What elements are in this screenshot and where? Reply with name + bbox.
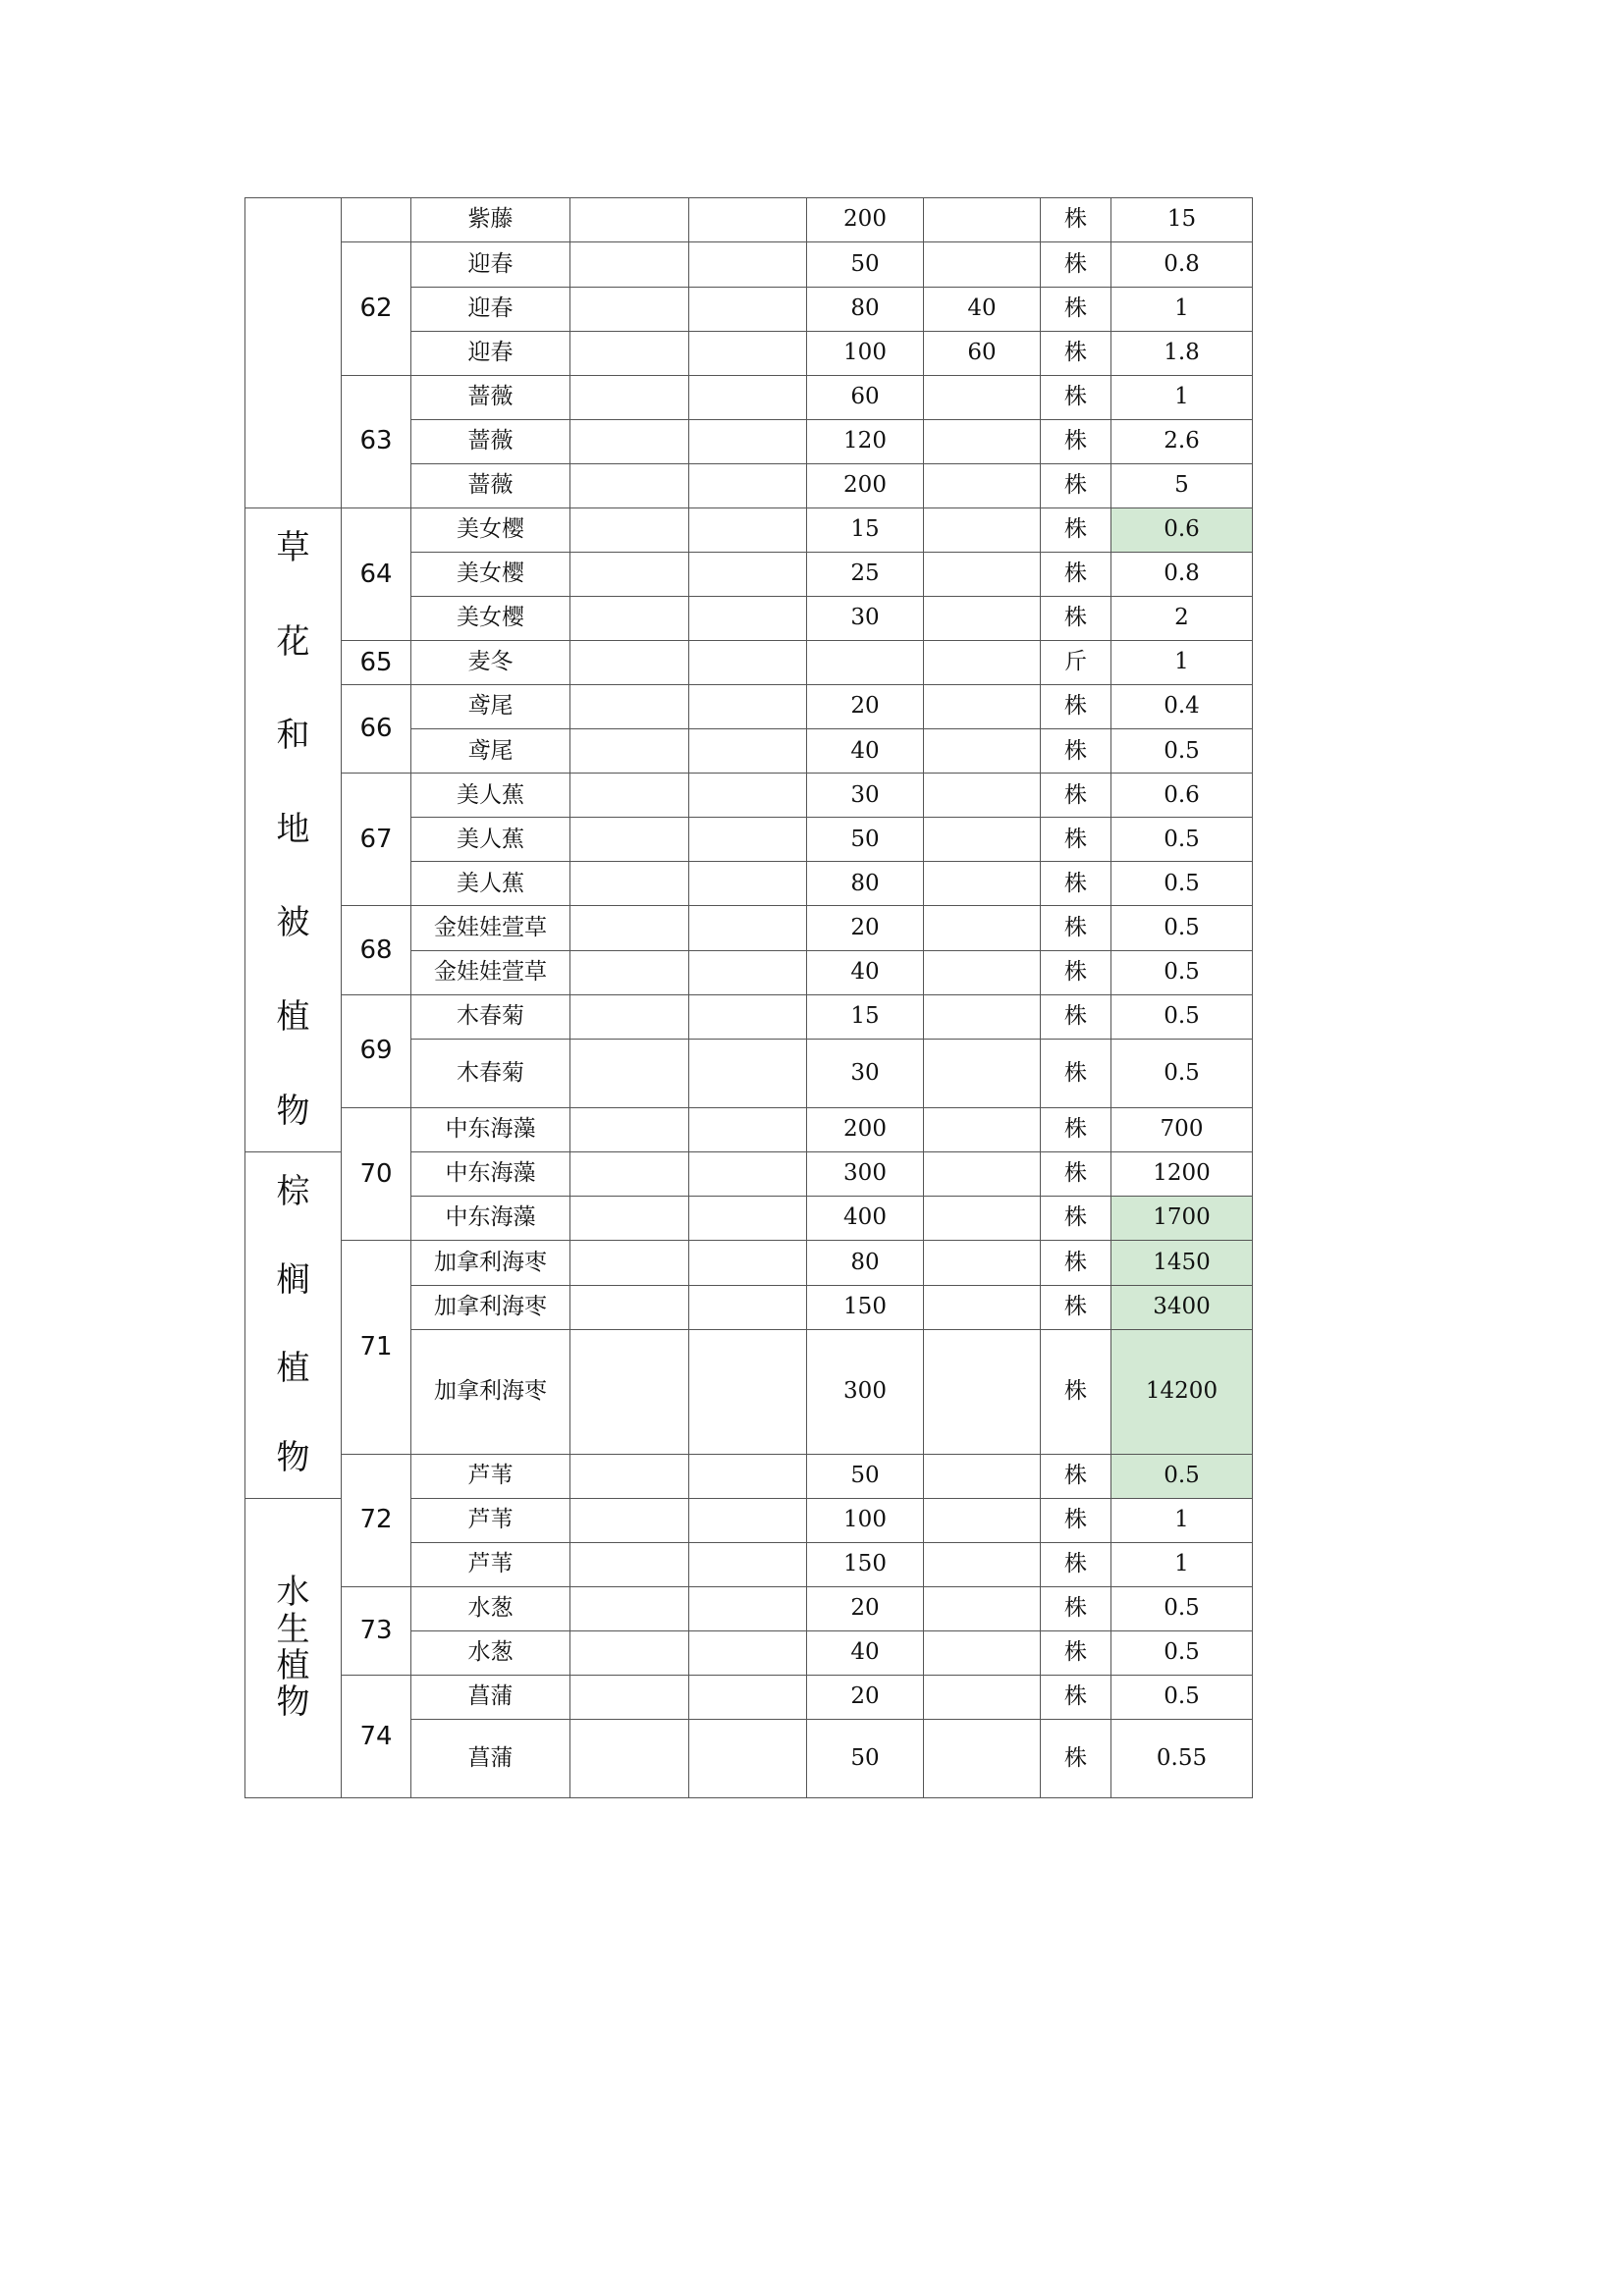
spec-cell [689, 818, 807, 862]
category-cell [245, 508, 342, 1152]
price-cell: 0.8 [1111, 242, 1253, 288]
category-label [245, 198, 341, 507]
price-cell: 0.5 [1111, 729, 1253, 774]
item-number-cell: 62 [342, 242, 411, 376]
plant-name-cell: 菖蒲 [411, 1720, 570, 1798]
unit-cell: 株 [1041, 242, 1111, 288]
spec-cell [924, 1676, 1041, 1720]
spec-cell [570, 1587, 689, 1631]
unit-cell: 株 [1041, 774, 1111, 818]
category-char: 草 [276, 528, 310, 567]
price-cell: 1450 [1111, 1241, 1253, 1286]
price-cell: 2.6 [1111, 420, 1253, 464]
spec-cell [689, 994, 807, 1039]
spec-cell: 400 [807, 1197, 924, 1241]
spec-cell: 15 [807, 994, 924, 1039]
price-cell: 3400 [1111, 1285, 1253, 1329]
spec-cell [570, 1152, 689, 1197]
plant-name-cell: 美女樱 [411, 553, 570, 597]
price-cell: 1 [1111, 375, 1253, 420]
plant-name-cell: 芦苇 [411, 1454, 570, 1499]
table-row [245, 994, 1253, 1039]
spec-cell [570, 818, 689, 862]
unit-cell: 株 [1041, 818, 1111, 862]
item-number-cell: 71 [342, 1241, 411, 1455]
plant-name-cell: 美女樱 [411, 508, 570, 553]
spec-cell: 120 [807, 420, 924, 464]
spec-cell [570, 553, 689, 597]
item-number-cell: 67 [342, 774, 411, 906]
spec-cell [570, 685, 689, 729]
category-char: 地 [276, 809, 310, 849]
spec-cell [689, 774, 807, 818]
category-char: 生 [276, 1609, 310, 1649]
spec-cell [689, 729, 807, 774]
unit-cell: 株 [1041, 1720, 1111, 1798]
spec-cell [570, 1197, 689, 1241]
spec-cell: 200 [807, 198, 924, 242]
plant-name-cell: 蔷薇 [411, 420, 570, 464]
spec-cell [924, 1499, 1041, 1543]
price-cell: 700 [1111, 1107, 1253, 1151]
plant-name-cell: 迎春 [411, 242, 570, 288]
spec-cell [689, 1631, 807, 1676]
spec-cell [570, 729, 689, 774]
spec-cell: 200 [807, 1107, 924, 1151]
spec-cell [570, 906, 689, 950]
unit-cell: 株 [1041, 553, 1111, 597]
unit-cell: 斤 [1041, 641, 1111, 685]
spec-cell [924, 553, 1041, 597]
spec-cell [570, 287, 689, 331]
spec-cell [570, 641, 689, 685]
spec-cell [924, 862, 1041, 906]
table-row [245, 1676, 1253, 1720]
item-number-cell: 73 [342, 1587, 411, 1676]
item-number-cell: 69 [342, 994, 411, 1107]
plant-name-cell: 水葱 [411, 1631, 570, 1676]
spec-cell [570, 1107, 689, 1151]
unit-cell: 株 [1041, 1676, 1111, 1720]
unit-cell: 株 [1041, 597, 1111, 641]
spec-cell: 15 [807, 508, 924, 553]
plant-name-cell: 美女樱 [411, 597, 570, 641]
price-cell: 0.4 [1111, 685, 1253, 729]
price-cell: 1 [1111, 287, 1253, 331]
unit-cell: 株 [1041, 1197, 1111, 1241]
unit-cell: 株 [1041, 729, 1111, 774]
spec-cell [689, 1720, 807, 1798]
spec-cell: 80 [807, 287, 924, 331]
price-cell: 0.6 [1111, 774, 1253, 818]
spec-cell: 40 [924, 287, 1041, 331]
price-cell: 5 [1111, 464, 1253, 508]
category-char: 和 [276, 716, 310, 756]
spec-cell [689, 242, 807, 288]
category-cell [245, 1152, 342, 1499]
spec-cell [924, 1241, 1041, 1286]
spec-cell [689, 685, 807, 729]
price-cell: 0.6 [1111, 508, 1253, 553]
spec-cell [689, 553, 807, 597]
spec-cell [689, 420, 807, 464]
spec-cell [924, 1543, 1041, 1587]
spec-cell: 60 [807, 375, 924, 420]
price-cell: 1 [1111, 1499, 1253, 1543]
spec-cell: 60 [924, 331, 1041, 375]
price-cell: 0.5 [1111, 906, 1253, 950]
category-char: 被 [276, 903, 310, 943]
table-row [245, 242, 1253, 288]
spec-cell [924, 818, 1041, 862]
spec-cell [570, 1285, 689, 1329]
plant-name-cell: 美人蕉 [411, 774, 570, 818]
spec-cell: 20 [807, 906, 924, 950]
spec-cell [570, 597, 689, 641]
spec-cell [570, 508, 689, 553]
spec-cell [924, 1454, 1041, 1499]
unit-cell: 株 [1041, 464, 1111, 508]
unit-cell: 株 [1041, 1454, 1111, 1499]
spec-cell [924, 198, 1041, 242]
category-label [245, 508, 341, 1151]
unit-cell: 株 [1041, 1152, 1111, 1197]
plant-name-cell: 水葱 [411, 1587, 570, 1631]
spec-cell [570, 1631, 689, 1676]
spec-cell: 150 [807, 1543, 924, 1587]
price-cell: 0.55 [1111, 1720, 1253, 1798]
spec-cell [570, 420, 689, 464]
unit-cell: 株 [1041, 1107, 1111, 1151]
spec-cell [570, 1329, 689, 1454]
spec-cell [807, 641, 924, 685]
spec-cell [570, 1241, 689, 1286]
spec-cell [689, 508, 807, 553]
spec-cell [689, 331, 807, 375]
item-number-cell: 74 [342, 1676, 411, 1798]
spec-cell: 100 [807, 1499, 924, 1543]
spec-cell: 30 [807, 1039, 924, 1107]
spec-cell [689, 641, 807, 685]
category-label [245, 1152, 341, 1498]
spec-cell [689, 1197, 807, 1241]
spec-cell [689, 1587, 807, 1631]
spec-cell [689, 1152, 807, 1197]
category-char: 花 [276, 621, 310, 662]
category-char: 物 [276, 1091, 310, 1131]
spec-cell: 40 [807, 950, 924, 994]
price-cell: 0.5 [1111, 862, 1253, 906]
spec-cell: 20 [807, 1587, 924, 1631]
item-number-cell: 64 [342, 508, 411, 641]
item-number-cell: 72 [342, 1454, 411, 1587]
category-cell [245, 1499, 342, 1798]
spec-cell [924, 1631, 1041, 1676]
plant-name-cell: 芦苇 [411, 1499, 570, 1543]
spec-cell [689, 1329, 807, 1454]
spec-cell: 50 [807, 1720, 924, 1798]
price-cell: 0.5 [1111, 1631, 1253, 1676]
price-cell: 0.8 [1111, 553, 1253, 597]
price-cell: 0.5 [1111, 1676, 1253, 1720]
spec-cell [689, 464, 807, 508]
spec-cell [570, 464, 689, 508]
spec-cell [570, 1543, 689, 1587]
spec-cell [924, 375, 1041, 420]
price-cell: 1 [1111, 1543, 1253, 1587]
spec-cell [570, 950, 689, 994]
plant-name-cell: 芦苇 [411, 1543, 570, 1587]
unit-cell: 株 [1041, 1329, 1111, 1454]
price-cell: 0.5 [1111, 1039, 1253, 1107]
table-row [245, 906, 1253, 950]
item-number-cell: 70 [342, 1107, 411, 1240]
spec-cell [924, 1285, 1041, 1329]
plant-name-cell: 加拿利海枣 [411, 1329, 570, 1454]
table-body [245, 198, 1253, 1798]
spec-cell [924, 1720, 1041, 1798]
spec-cell: 20 [807, 1676, 924, 1720]
table-row [245, 774, 1253, 818]
spec-cell [924, 685, 1041, 729]
spec-cell [924, 994, 1041, 1039]
unit-cell: 株 [1041, 331, 1111, 375]
spec-cell [924, 906, 1041, 950]
plant-name-cell: 中东海藻 [411, 1197, 570, 1241]
item-number-cell: 68 [342, 906, 411, 994]
spec-cell [689, 1676, 807, 1720]
category-char: 物 [276, 1437, 310, 1477]
spec-cell: 80 [807, 1241, 924, 1286]
spec-cell [924, 950, 1041, 994]
price-cell: 0.5 [1111, 818, 1253, 862]
spec-cell [689, 950, 807, 994]
spec-cell [924, 1329, 1041, 1454]
table-row [245, 508, 1253, 553]
item-number-cell: 63 [342, 375, 411, 508]
spec-cell [924, 420, 1041, 464]
category-char: 水 [276, 1573, 310, 1613]
table-row [245, 1107, 1253, 1151]
spec-cell [924, 464, 1041, 508]
spec-cell [924, 1197, 1041, 1241]
plant-name-cell: 金娃娃萱草 [411, 906, 570, 950]
plant-name-cell: 鸢尾 [411, 685, 570, 729]
plant-name-cell: 蔷薇 [411, 464, 570, 508]
unit-cell: 株 [1041, 1039, 1111, 1107]
category-char: 物 [276, 1682, 310, 1723]
plant-name-cell: 紫藤 [411, 198, 570, 242]
table-row [245, 1587, 1253, 1631]
plant-name-cell: 加拿利海枣 [411, 1285, 570, 1329]
unit-cell: 株 [1041, 1241, 1111, 1286]
price-cell: 0.5 [1111, 994, 1253, 1039]
spec-cell [570, 375, 689, 420]
unit-cell: 株 [1041, 950, 1111, 994]
spec-cell [924, 729, 1041, 774]
item-number-cell: 66 [342, 685, 411, 774]
spec-cell [570, 774, 689, 818]
spec-cell: 300 [807, 1152, 924, 1197]
unit-cell: 株 [1041, 508, 1111, 553]
unit-cell: 株 [1041, 198, 1111, 242]
plant-name-cell: 中东海藻 [411, 1107, 570, 1151]
spec-cell [689, 906, 807, 950]
price-cell: 0.5 [1111, 950, 1253, 994]
spec-cell [570, 1676, 689, 1720]
spec-cell: 40 [807, 729, 924, 774]
spec-cell: 50 [807, 242, 924, 288]
spec-cell: 80 [807, 862, 924, 906]
spec-cell [689, 1241, 807, 1286]
unit-cell: 株 [1041, 906, 1111, 950]
price-cell: 2 [1111, 597, 1253, 641]
spec-cell [689, 1499, 807, 1543]
spec-cell [924, 508, 1041, 553]
plant-name-cell: 鸢尾 [411, 729, 570, 774]
price-cell: 1700 [1111, 1197, 1253, 1241]
spec-cell: 20 [807, 685, 924, 729]
spec-cell: 50 [807, 818, 924, 862]
spec-cell [570, 331, 689, 375]
spec-cell [924, 1039, 1041, 1107]
spec-cell [924, 597, 1041, 641]
plant-price-table [244, 197, 1253, 1798]
spec-cell: 50 [807, 1454, 924, 1499]
plant-name-cell: 中东海藻 [411, 1152, 570, 1197]
spec-cell [689, 1543, 807, 1587]
category-char: 植 [276, 1349, 310, 1389]
price-cell: 1 [1111, 641, 1253, 685]
spec-cell [570, 1039, 689, 1107]
table-row [245, 685, 1253, 729]
spec-cell [570, 1720, 689, 1798]
plant-name-cell: 迎春 [411, 331, 570, 375]
plant-name-cell: 麦冬 [411, 641, 570, 685]
plant-name-cell: 美人蕉 [411, 818, 570, 862]
item-number-cell: 65 [342, 641, 411, 685]
unit-cell: 株 [1041, 1631, 1111, 1676]
spec-cell: 30 [807, 597, 924, 641]
category-cell [245, 198, 342, 508]
price-cell: 0.5 [1111, 1587, 1253, 1631]
unit-cell: 株 [1041, 1499, 1111, 1543]
category-char: 棕 [276, 1172, 310, 1211]
spec-cell: 200 [807, 464, 924, 508]
spec-cell [689, 862, 807, 906]
table-row [245, 1454, 1253, 1499]
category-char: 榈 [276, 1260, 310, 1301]
unit-cell: 株 [1041, 1543, 1111, 1587]
plant-name-cell: 加拿利海枣 [411, 1241, 570, 1286]
price-cell: 14200 [1111, 1329, 1253, 1454]
price-cell: 0.5 [1111, 1454, 1253, 1499]
unit-cell: 株 [1041, 1587, 1111, 1631]
spec-cell [689, 597, 807, 641]
plant-name-cell: 菖蒲 [411, 1676, 570, 1720]
unit-cell: 株 [1041, 375, 1111, 420]
plant-name-cell: 蔷薇 [411, 375, 570, 420]
plant-name-cell: 迎春 [411, 287, 570, 331]
spec-cell [689, 375, 807, 420]
spec-cell [689, 287, 807, 331]
spec-cell [689, 1107, 807, 1151]
spec-cell [570, 1454, 689, 1499]
spec-cell [689, 1454, 807, 1499]
table-row [245, 1241, 1253, 1286]
spec-cell [689, 198, 807, 242]
category-label [245, 1553, 341, 1743]
spec-cell: 40 [807, 1631, 924, 1676]
spec-cell [924, 242, 1041, 288]
plant-name-cell: 金娃娃萱草 [411, 950, 570, 994]
price-cell: 1200 [1111, 1152, 1253, 1197]
spec-cell [570, 1499, 689, 1543]
plant-name-cell: 木春菊 [411, 994, 570, 1039]
table-row [245, 198, 1253, 242]
unit-cell: 株 [1041, 994, 1111, 1039]
spec-cell [570, 994, 689, 1039]
spec-cell [924, 641, 1041, 685]
spec-cell [570, 862, 689, 906]
spec-cell: 300 [807, 1329, 924, 1454]
category-char: 植 [276, 1646, 310, 1685]
item-number-cell [342, 198, 411, 242]
spec-cell: 100 [807, 331, 924, 375]
price-cell: 1.8 [1111, 331, 1253, 375]
spec-cell: 25 [807, 553, 924, 597]
unit-cell: 株 [1041, 685, 1111, 729]
table-row [245, 375, 1253, 420]
plant-name-cell: 木春菊 [411, 1039, 570, 1107]
category-char: 植 [276, 996, 310, 1037]
spec-cell [924, 1152, 1041, 1197]
unit-cell: 株 [1041, 1285, 1111, 1329]
spec-cell [689, 1039, 807, 1107]
spec-cell [570, 242, 689, 288]
table-row [245, 641, 1253, 685]
unit-cell: 株 [1041, 862, 1111, 906]
plant-name-cell: 美人蕉 [411, 862, 570, 906]
price-cell: 15 [1111, 198, 1253, 242]
spec-cell [924, 1587, 1041, 1631]
unit-cell: 株 [1041, 420, 1111, 464]
spec-cell: 30 [807, 774, 924, 818]
unit-cell: 株 [1041, 287, 1111, 331]
spec-cell [924, 1107, 1041, 1151]
spec-cell [570, 198, 689, 242]
spec-cell [689, 1285, 807, 1329]
spec-cell [924, 774, 1041, 818]
spec-cell: 150 [807, 1285, 924, 1329]
